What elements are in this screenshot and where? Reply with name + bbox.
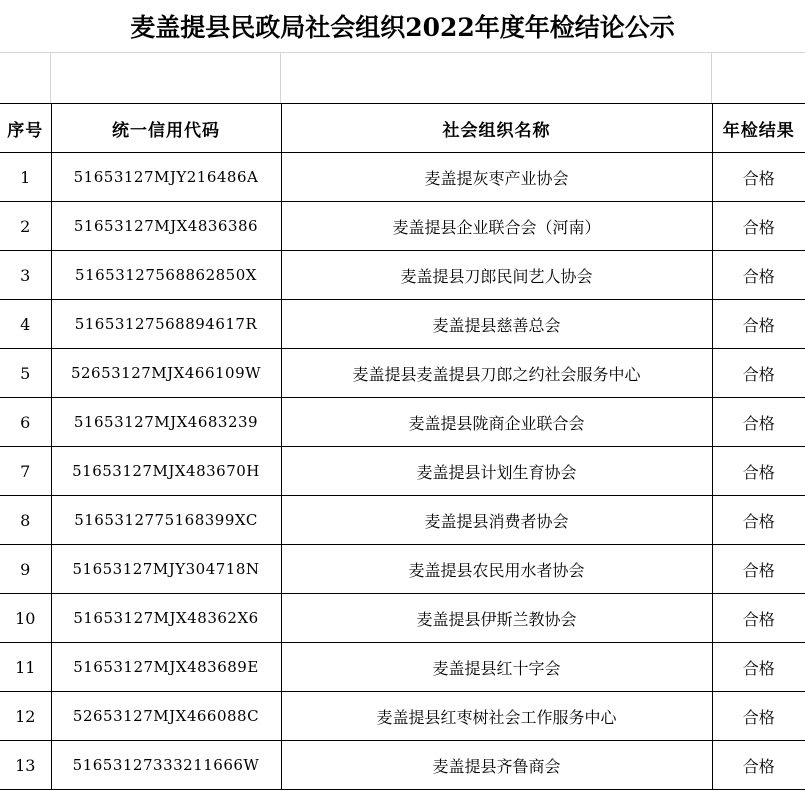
cell-credit-code: 52653127MJX466109W bbox=[51, 349, 281, 398]
blank-spacer-row bbox=[0, 52, 805, 104]
cell-result: 合格 bbox=[712, 202, 805, 251]
cell-result: 合格 bbox=[712, 153, 805, 202]
table-row bbox=[0, 349, 805, 398]
cell-org-name: 麦盖提县红十字会 bbox=[281, 643, 712, 692]
cell-org-name: 麦盖提县慈善总会 bbox=[281, 300, 712, 349]
cell-credit-code: 52653127MJX466088C bbox=[51, 692, 281, 741]
cell-org-name: 麦盖提县消费者协会 bbox=[281, 496, 712, 545]
table-row bbox=[0, 545, 805, 594]
header-credit-code: 统一信用代码 bbox=[51, 104, 281, 153]
cell-result: 合格 bbox=[712, 545, 805, 594]
header-index: 序号 bbox=[0, 104, 51, 153]
inspection-results-table bbox=[0, 103, 805, 790]
cell-index: 9 bbox=[0, 545, 51, 594]
cell-result: 合格 bbox=[712, 594, 805, 643]
cell-index: 10 bbox=[0, 594, 51, 643]
cell-org-name: 麦盖提县农民用水者协会 bbox=[281, 545, 712, 594]
cell-index: 12 bbox=[0, 692, 51, 741]
cell-index: 7 bbox=[0, 447, 51, 496]
cell-result: 合格 bbox=[712, 300, 805, 349]
table-row bbox=[0, 251, 805, 300]
cell-org-name: 麦盖提县计划生育协会 bbox=[281, 447, 712, 496]
cell-credit-code: 51653127568894617R bbox=[51, 300, 281, 349]
table-row bbox=[0, 300, 805, 349]
cell-credit-code: 51653127MJY304718N bbox=[51, 545, 281, 594]
cell-credit-code: 51653127MJY216486A bbox=[51, 153, 281, 202]
cell-org-name: 麦盖提县麦盖提县刀郎之约社会服务中心 bbox=[281, 349, 712, 398]
cell-result: 合格 bbox=[712, 741, 805, 790]
cell-credit-code: 51653127MJX4683239 bbox=[51, 398, 281, 447]
table-row bbox=[0, 398, 805, 447]
cell-credit-code: 51653127MJX483670H bbox=[51, 447, 281, 496]
cell-result: 合格 bbox=[712, 398, 805, 447]
cell-index: 5 bbox=[0, 349, 51, 398]
cell-credit-code: 51653127MJX483689E bbox=[51, 643, 281, 692]
cell-result: 合格 bbox=[712, 692, 805, 741]
cell-credit-code: 51653127568862850X bbox=[51, 251, 281, 300]
cell-result: 合格 bbox=[712, 447, 805, 496]
table-row bbox=[0, 741, 805, 790]
table-header-row bbox=[0, 104, 805, 153]
header-org-name: 社会组织名称 bbox=[281, 104, 712, 153]
cell-index: 6 bbox=[0, 398, 51, 447]
table-row bbox=[0, 594, 805, 643]
cell-index: 4 bbox=[0, 300, 51, 349]
cell-org-name: 麦盖提县刀郎民间艺人协会 bbox=[281, 251, 712, 300]
table-row bbox=[0, 496, 805, 545]
cell-result: 合格 bbox=[712, 643, 805, 692]
table-row bbox=[0, 447, 805, 496]
cell-org-name: 麦盖提县伊斯兰教协会 bbox=[281, 594, 712, 643]
gridline bbox=[711, 52, 712, 103]
cell-credit-code: 51653127MJX4836386 bbox=[51, 202, 281, 251]
cell-org-name: 麦盖提县红枣树社会工作服务中心 bbox=[281, 692, 712, 741]
table-row bbox=[0, 202, 805, 251]
cell-credit-code: 51653127333211666W bbox=[51, 741, 281, 790]
cell-index: 2 bbox=[0, 202, 51, 251]
table-row bbox=[0, 643, 805, 692]
cell-result: 合格 bbox=[712, 496, 805, 545]
cell-index: 11 bbox=[0, 643, 51, 692]
cell-credit-code: 5165312775168399XC bbox=[51, 496, 281, 545]
cell-index: 13 bbox=[0, 741, 51, 790]
cell-index: 3 bbox=[0, 251, 51, 300]
gridline bbox=[280, 52, 281, 103]
gridline bbox=[50, 52, 51, 103]
cell-org-name: 麦盖提灰枣产业协会 bbox=[281, 153, 712, 202]
cell-credit-code: 51653127MJX48362X6 bbox=[51, 594, 281, 643]
page-title: 麦盖提县民政局社会组织2022年度年检结论公示 bbox=[0, 0, 805, 53]
cell-result: 合格 bbox=[712, 349, 805, 398]
table-row bbox=[0, 153, 805, 202]
cell-index: 1 bbox=[0, 153, 51, 202]
cell-index: 8 bbox=[0, 496, 51, 545]
table-row bbox=[0, 692, 805, 741]
cell-result: 合格 bbox=[712, 251, 805, 300]
cell-org-name: 麦盖提县齐鲁商会 bbox=[281, 741, 712, 790]
header-result: 年检结果 bbox=[712, 104, 805, 153]
cell-org-name: 麦盖提县企业联合会（河南） bbox=[281, 202, 712, 251]
cell-org-name: 麦盖提县陇商企业联合会 bbox=[281, 398, 712, 447]
